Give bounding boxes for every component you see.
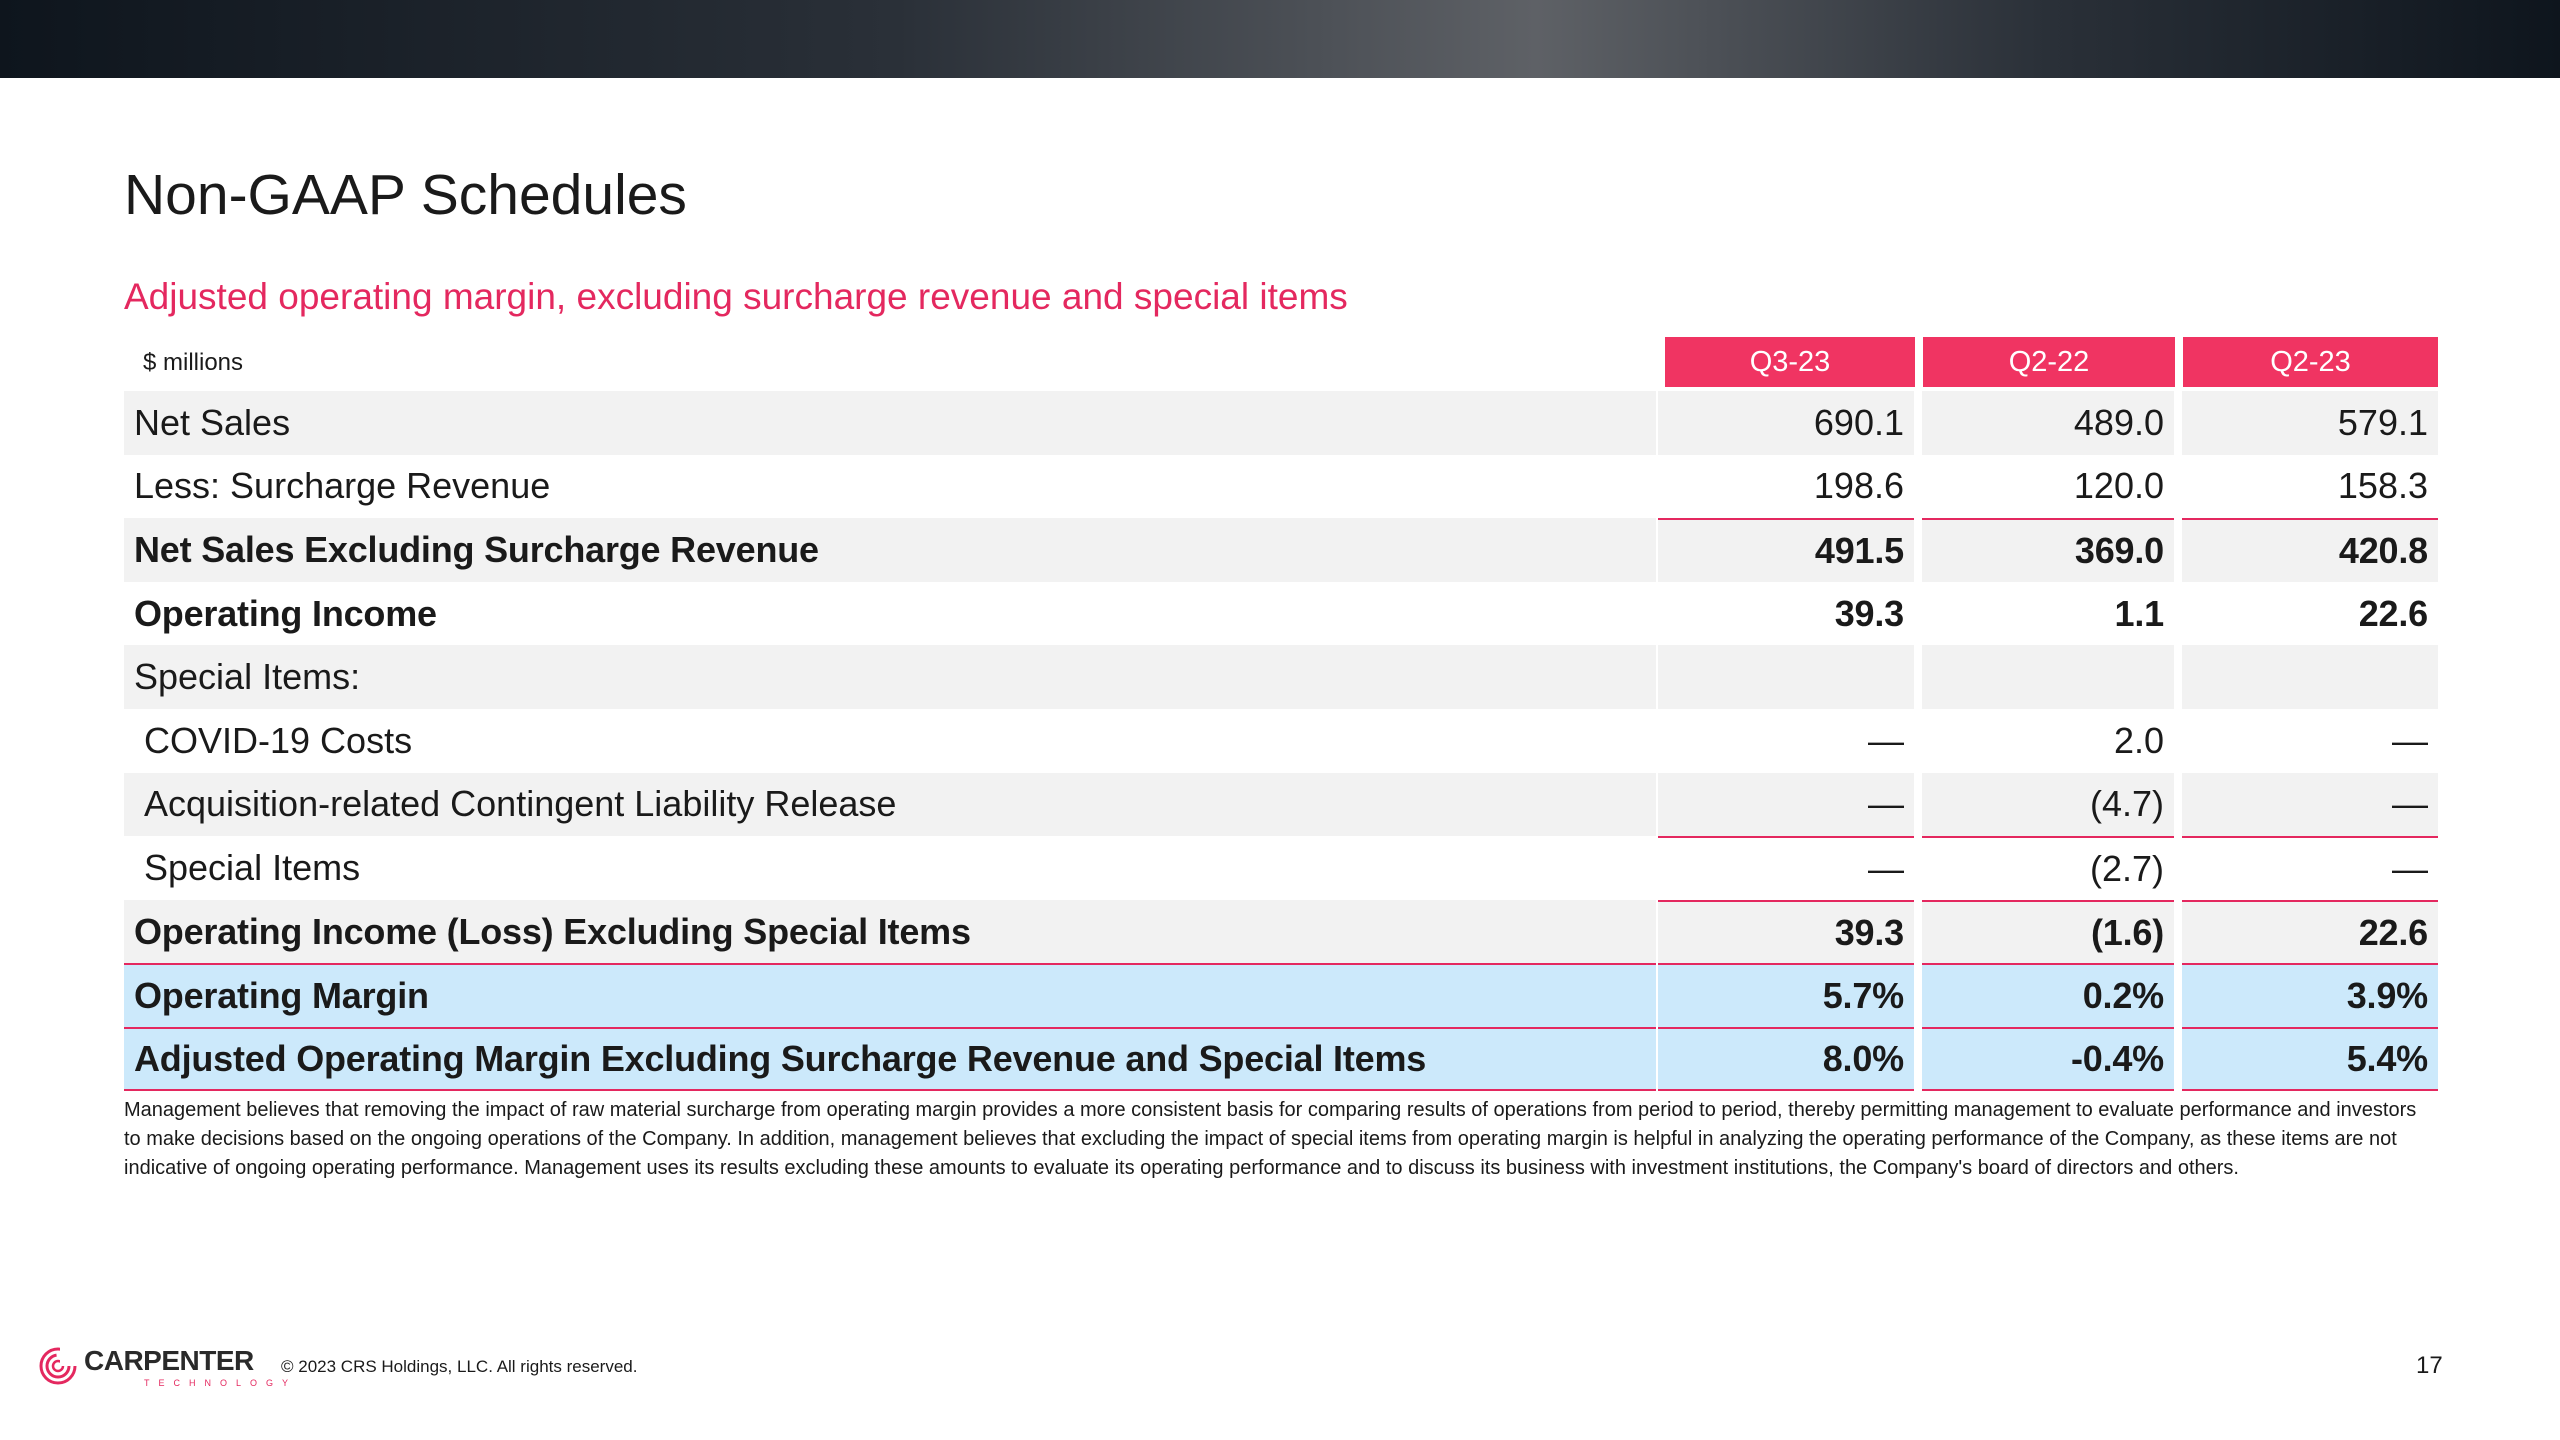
logo-subtext: TECHNOLOGY <box>144 1378 298 1388</box>
row-label: Operating Margin <box>124 963 1656 1027</box>
value-q2-23: — <box>2182 836 2438 900</box>
row-label: COVID-19 Costs <box>144 719 413 761</box>
table-row-surcharge-revenue <box>124 455 2438 519</box>
column-header-q2-23: Q2-23 <box>2183 337 2438 387</box>
value-q2-23: 3.9% <box>2182 963 2438 1027</box>
company-logo <box>38 1346 297 1388</box>
table-row-contingent-liability-release <box>124 773 2438 837</box>
table-row-net-sales <box>124 391 2438 455</box>
value-q2-23: 420.8 <box>2182 518 2438 582</box>
value-q2-22: 0.2% <box>1922 963 2174 1027</box>
row-label: Net Sales Excluding Surcharge Revenue <box>124 518 1656 582</box>
value-q3-23: — <box>1868 719 1904 761</box>
logo-wordmark: CARPENTER <box>84 1345 254 1376</box>
table-row-special-items-total <box>124 836 2438 900</box>
table-row-covid-costs <box>124 709 2438 773</box>
units-label: $ millions <box>143 349 244 376</box>
value-q2-22: (4.7) <box>1922 773 2174 837</box>
value-q2-23 <box>2182 645 2438 709</box>
value-q2-22: (2.7) <box>1922 836 2174 900</box>
value-q2-23: 158.3 <box>2337 465 2428 507</box>
value-q2-22 <box>1922 645 2174 709</box>
table-row-operating-margin <box>124 963 2438 1027</box>
carpenter-logo-icon <box>38 1346 78 1386</box>
table-row-adjusted-operating-margin <box>124 1027 2438 1091</box>
value-q2-22: 489.0 <box>1922 391 2174 455</box>
value-q3-23: 8.0% <box>1658 1027 1914 1091</box>
value-q3-23: 39.3 <box>1658 900 1914 964</box>
row-label: Adjusted Operating Margin Excluding Surcharge Revenue and Special Items <box>124 1027 1656 1091</box>
column-header-q3-23: Q3-23 <box>1665 337 1915 387</box>
value-q3-23: 5.7% <box>1658 963 1914 1027</box>
value-q3-23: 690.1 <box>1658 391 1914 455</box>
value-q2-22: 1.1 <box>2114 592 2164 634</box>
value-q2-22: 369.0 <box>1922 518 2174 582</box>
value-q3-23: 198.6 <box>1813 465 1904 507</box>
page-number: 17 <box>2416 1352 2443 1379</box>
row-label: Operating Income <box>134 592 437 634</box>
value-q2-23: 579.1 <box>2182 391 2438 455</box>
table-subtitle: Adjusted operating margin, excluding surcharge revenue and special items <box>124 276 1348 317</box>
value-q2-22: 120.0 <box>2073 465 2164 507</box>
row-label: Special Items: <box>124 645 1656 709</box>
value-q2-23: 5.4% <box>2182 1027 2438 1091</box>
footnote-disclaimer: Management believes that removing the impact of raw material surcharge from operating margin provides a more consistent basis for comparing results of operations from period to period, thereby permitting management to evaluate performance and investors to make decisions based on the ongoing operations of the Company. In addition, management believes that excluding the impact of special items from operating margin is helpful in analyzing the operating performance of the Company, as these items are not indicative of ongoing operating performance. Management uses its results excluding these amounts to evaluate its operating performance and to discuss its business with investment institutions, the Company's board of directors and others. <box>124 1099 2417 1179</box>
column-header-q2-22: Q2-22 <box>1923 337 2175 387</box>
value-q3-23: — <box>1658 773 1914 837</box>
value-q3-23: 39.3 <box>1834 592 1904 634</box>
row-label: Acquisition-related Contingent Liability Release <box>124 773 1656 837</box>
table-row-operating-income-excl-special <box>124 900 2438 964</box>
value-q2-23: 22.6 <box>2358 592 2428 634</box>
copyright-notice: © 2023 CRS Holdings, LLC. All rights reserved. <box>281 1357 638 1376</box>
value-q3-23: 491.5 <box>1658 518 1914 582</box>
table-row-net-sales-excl-surcharge <box>124 518 2438 582</box>
table-row-operating-income <box>124 582 2438 646</box>
value-q2-22: (1.6) <box>1922 900 2174 964</box>
top-banner <box>0 0 2560 78</box>
table-row-special-items-heading <box>124 645 2438 709</box>
value-q2-23: 22.6 <box>2182 900 2438 964</box>
value-q3-23: — <box>1658 836 1914 900</box>
non-gaap-table <box>124 391 2438 1091</box>
value-q2-23: — <box>2392 719 2428 761</box>
value-q2-22: -0.4% <box>1922 1027 2174 1091</box>
value-q2-23: — <box>2182 773 2438 837</box>
value-q2-22: 2.0 <box>2113 719 2164 761</box>
value-q3-23 <box>1658 645 1914 709</box>
row-label: Operating Income (Loss) Excluding Special Items <box>124 900 1656 964</box>
page-title: Non-GAAP Schedules <box>124 163 687 227</box>
row-label: Less: Surcharge Revenue <box>134 465 551 507</box>
row-label: Special Items <box>144 846 361 888</box>
row-label: Net Sales <box>124 391 1656 455</box>
